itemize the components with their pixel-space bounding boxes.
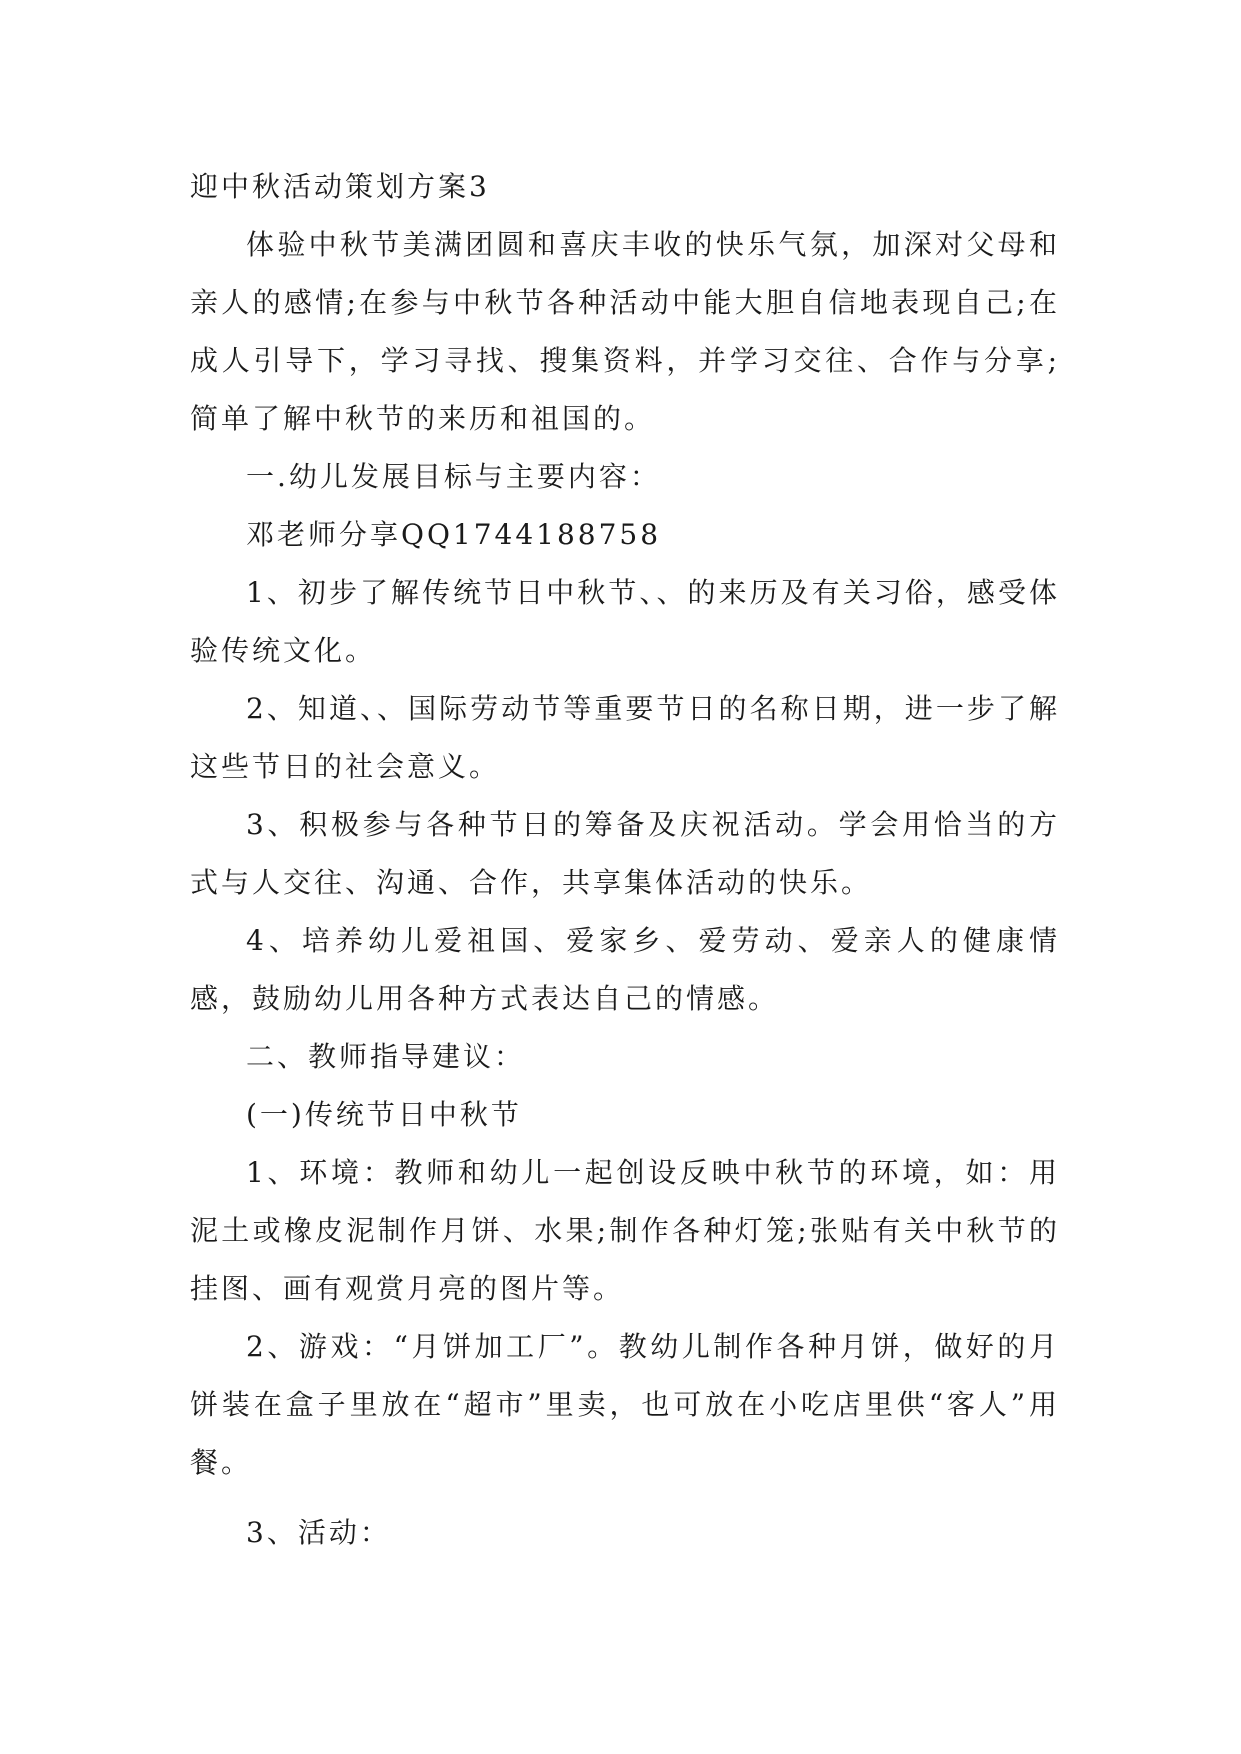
list-item-goal-3: 3、积极参与各种节日的筹备及庆祝活动。学会用恰当的方式与人交往、沟通、合作，共享集体活动的快乐。	[190, 808, 1060, 899]
list-item-environment: 1、环境：教师和幼儿一起创设反映中秋节的环境，如：用泥土或橡皮泥制作月饼、水果;制作各种灯笼;张贴有关中秋节的挂图、画有观赏月亮的图片等。	[190, 1156, 1060, 1305]
document-body	[190, 158, 1060, 1562]
list-item-goal-4: 4、培养幼儿爱祖国、爱家乡、爱劳动、爱亲人的健康情感，鼓励幼儿用各种方式表达自己的情感。	[190, 924, 1060, 1015]
paragraph-intro: 体验中秋节美满团圆和喜庆丰收的快乐气氛，加深对父母和亲人的感情;在参与中秋节各种活动中能大胆自信地表现自己;在成人引导下，学习寻找、搜集资料，并学习交往、合作与分享;简单了解中秋节的来历和祖国的。	[190, 228, 1060, 435]
section-heading-guidance: 二、教师指导建议：	[246, 1040, 526, 1073]
list-item-game: 2、游戏：“月饼加工厂”。教幼儿制作各种月饼，做好的月饼装在盒子里放在“超市”里卖，也可放在小吃店里供“客人”用餐。	[190, 1330, 1060, 1479]
document-title: 迎中秋活动策划方案3	[190, 170, 490, 203]
list-item-goal-2: 2、知道、、国际劳动节等重要节日的名称日期，进一步了解这些节日的社会意义。	[190, 692, 1060, 783]
list-item-goal-1: 1、初步了解传统节日中秋节、、的来历及有关习俗，感受体验传统文化。	[190, 576, 1060, 667]
paragraph-share-note: 邓老师分享QQ1744188758	[246, 518, 662, 551]
section-heading-goals: 一.幼儿发展目标与主要内容：	[246, 460, 661, 493]
subsection-heading-mid-autumn: (一)传统节日中秋节	[246, 1098, 522, 1131]
list-item-activity: 3、活动：	[246, 1516, 391, 1549]
